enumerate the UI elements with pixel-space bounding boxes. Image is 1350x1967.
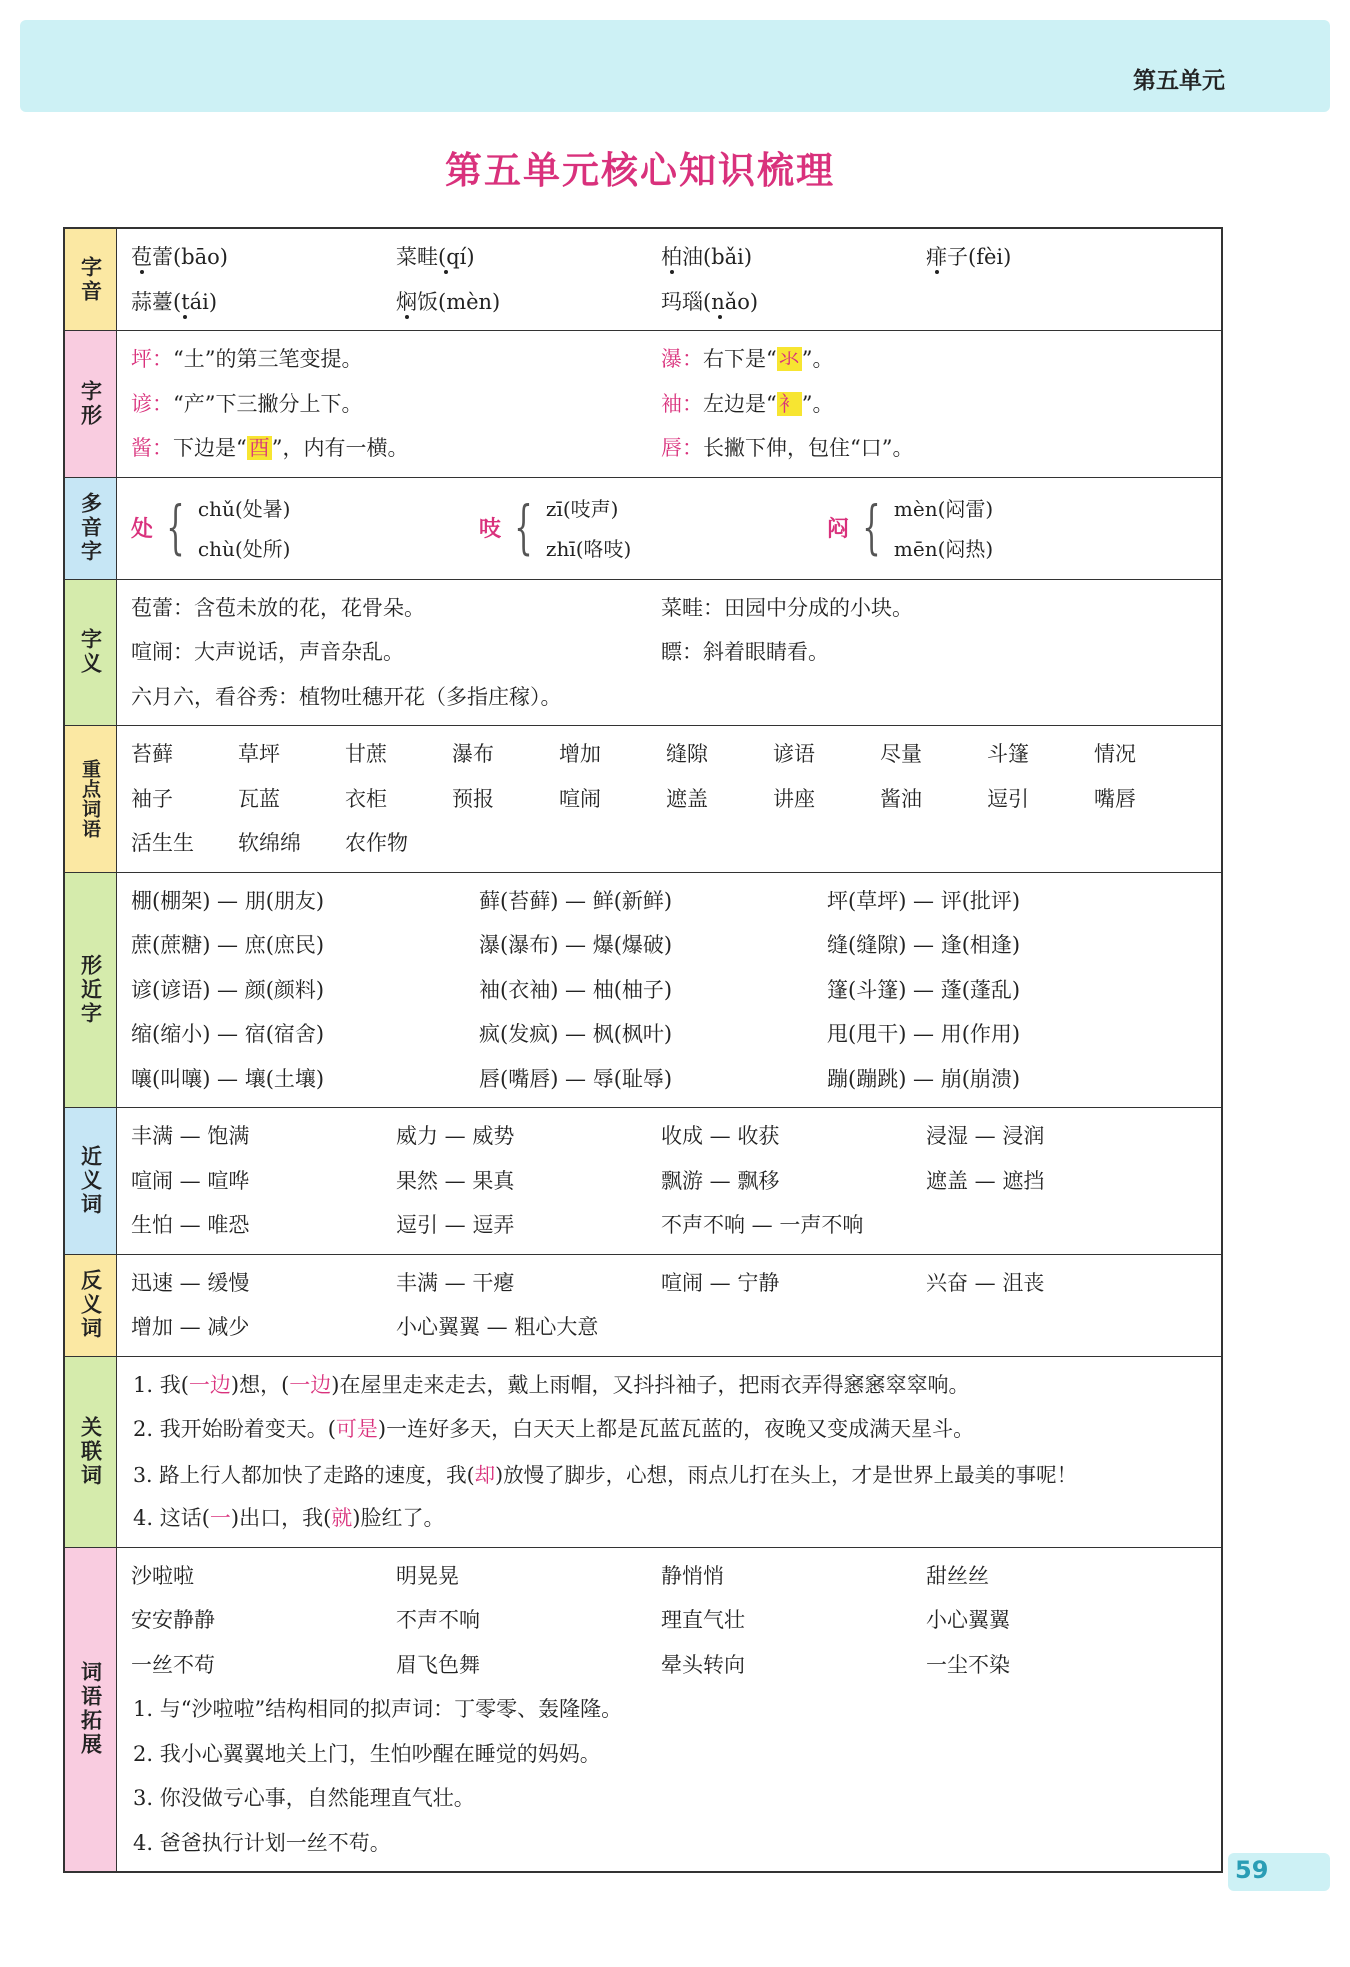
polyphone-item: 闷 { mèn(闷雷) mēn(闷热) — [827, 493, 994, 561]
extension-word: 一丝不苟 — [131, 1652, 215, 1677]
conjunction-sentence: 3. 路上行人都加快了走路的速度，我(却)放慢了脚步，心想，雨点儿打在头上，才是世界上最美的事呢！ — [133, 1462, 1078, 1487]
knowledge-table — [63, 227, 1223, 1873]
synonym-pair: 收成 — 收获 — [661, 1124, 780, 1149]
similar-pair: 嚷(叫嚷) — 壤(土壤) — [131, 1066, 325, 1091]
extension-word: 沙啦啦 — [131, 1563, 194, 1588]
section-similar-chars — [65, 873, 1221, 1109]
keyword: 讲座 — [773, 786, 815, 811]
keyword: 尽量 — [880, 742, 922, 767]
extension-word: 理直气壮 — [661, 1608, 745, 1633]
similar-pair: 瀑(瀑布) — 爆(爆破) — [479, 933, 673, 958]
extension-word: 甜丝丝 — [926, 1563, 989, 1588]
conjunction-sentence: 1. 我(一边)想，(一边)在屋里走来走去，戴上雨帽，又抖抖袖子，把雨衣弄得窸窸窣窣响。 — [133, 1372, 970, 1397]
section-label: 词语拓展 — [78, 1661, 103, 1758]
extension-word: 晕头转向 — [661, 1652, 745, 1677]
section-label: 字义 — [78, 628, 103, 677]
extension-sentence: 1. 与“沙啦啦”结构相同的拟声词：丁零零、轰隆隆。 — [133, 1697, 623, 1722]
antonym-pair: 丰满 — 干瘪 — [396, 1270, 515, 1295]
section-label: 反义词 — [78, 1269, 103, 1341]
keyword: 喧闹 — [559, 786, 601, 811]
keyword: 瓦蓝 — [238, 786, 280, 811]
extension-word: 一尘不染 — [926, 1652, 1010, 1677]
keyword: 袖子 — [131, 786, 173, 811]
keyword: 软绵绵 — [238, 831, 301, 856]
page-title: 第五单元核心知识梳理 — [445, 149, 835, 192]
conjunction-sentence: 2. 我开始盼着变天。(可是)一连好多天，白天天上都是瓦蓝瓦蓝的，夜晚又变成满天星斗。 — [133, 1417, 975, 1442]
shape-item: 唇：长撇下伸，包住“口”。 — [661, 436, 914, 461]
similar-pair: 缝(缝隙) — 逢(相逢) — [827, 933, 1021, 958]
synonym-pair: 丰满 — 饱满 — [131, 1124, 250, 1149]
conjunction-sentence: 4. 这话(一)出口，我(就)脸红了。 — [133, 1506, 445, 1531]
shape-item: 袖：左边是“衤”。 — [661, 391, 834, 416]
keyword: 谚语 — [773, 742, 815, 767]
synonym-pair: 遮盖 — 遮挡 — [926, 1168, 1045, 1193]
unit-label: 第五单元 — [1133, 68, 1225, 94]
similar-pair: 唇(嘴唇) — 辱(耻辱) — [479, 1066, 673, 1091]
keyword: 预报 — [452, 786, 494, 811]
similar-pair: 坪(草坪) — 评(批评) — [827, 888, 1021, 913]
section-pronunciation — [65, 229, 1221, 331]
similar-pair: 甩(甩干) — 用(作用) — [827, 1022, 1021, 1047]
extension-word: 小心翼翼 — [926, 1608, 1010, 1633]
antonym-pair: 迅速 — 缓慢 — [131, 1270, 250, 1295]
similar-pair: 蔗(蔗糖) — 庶(庶民) — [131, 933, 325, 958]
section-label: 形近字 — [78, 953, 103, 1026]
synonym-pair: 逗引 — 逗弄 — [396, 1213, 515, 1238]
synonym-pair: 喧闹 — 喧哗 — [131, 1168, 250, 1193]
section-label: 关联词 — [78, 1415, 103, 1488]
keyword: 草坪 — [238, 742, 280, 767]
section-label: 重点词语 — [79, 758, 101, 839]
synonym-pair: 浸湿 — 浸润 — [926, 1124, 1045, 1149]
synonym-pair: 生怕 — 唯恐 — [131, 1213, 250, 1238]
pron-item: 焖饭(mèn) — [396, 289, 501, 314]
keyword: 缝隙 — [666, 742, 708, 767]
keyword: 活生生 — [131, 831, 194, 856]
antonym-pair: 兴奋 — 沮丧 — [926, 1270, 1045, 1295]
keyword: 甘蔗 — [345, 742, 387, 767]
extension-sentence: 4. 爸爸执行计划一丝不苟。 — [133, 1830, 391, 1855]
section-conjunctions — [65, 1357, 1221, 1548]
meaning-item: 喧闹：大声说话，声音杂乱。 — [131, 640, 404, 665]
polyphone-item: 吱 { zī(吱声) zhī(咯吱) — [479, 493, 632, 561]
pron-item: 玛瑙(nǎo) — [661, 289, 759, 314]
brace-icon: { — [862, 493, 881, 561]
shape-item: 酱：下边是“酉”，内有一横。 — [131, 436, 409, 461]
shape-item: 坪：“土”的第三笔变提。 — [131, 347, 363, 372]
synonym-pair: 飘游 — 飘移 — [661, 1168, 780, 1193]
section-keywords — [65, 726, 1221, 873]
keyword: 增加 — [559, 742, 601, 767]
keyword: 斗篷 — [987, 742, 1029, 767]
keyword: 酱油 — [880, 786, 922, 811]
section-shape — [65, 331, 1221, 478]
keyword: 瀑布 — [452, 742, 494, 767]
brace-icon: { — [166, 493, 185, 561]
section-label: 多音字 — [78, 492, 103, 564]
similar-pair: 谚(谚语) — 颜(颜料) — [131, 977, 325, 1002]
antonym-pair: 喧闹 — 宁静 — [661, 1270, 780, 1295]
section-antonyms — [65, 1255, 1221, 1357]
brace-icon: { — [514, 493, 533, 561]
pron-item: 柏油(bǎi) — [661, 245, 753, 270]
section-label: 字形 — [78, 379, 103, 428]
extension-word: 不声不响 — [396, 1608, 480, 1633]
page-number: 59 — [1235, 1856, 1269, 1884]
similar-pair: 疯(发疯) — 枫(枫叶) — [479, 1022, 673, 1047]
section-meaning — [65, 580, 1221, 727]
similar-pair: 蹦(蹦跳) — 崩(崩溃) — [827, 1066, 1021, 1091]
keyword: 衣柜 — [345, 786, 387, 811]
keyword: 情况 — [1094, 742, 1136, 767]
extension-word: 安安静静 — [131, 1608, 215, 1633]
meaning-item: 苞蕾：含苞未放的花，花骨朵。 — [131, 595, 425, 620]
shape-item: 谚：“产”下三撇分上下。 — [131, 391, 363, 416]
shape-item: 瀑：右下是“氺”。 — [661, 347, 834, 372]
keyword: 苔藓 — [131, 742, 173, 767]
similar-pair: 缩(缩小) — 宿(宿舍) — [131, 1022, 325, 1047]
keyword: 遮盖 — [666, 786, 708, 811]
extension-sentence: 2. 我小心翼翼地关上门，生怕吵醒在睡觉的妈妈。 — [133, 1741, 601, 1766]
keyword: 逗引 — [987, 786, 1029, 811]
similar-pair: 篷(斗篷) — 蓬(蓬乱) — [827, 977, 1021, 1002]
synonym-pair: 不声不响 — 一声不响 — [661, 1213, 864, 1238]
polyphone-item: 处 { chǔ(处暑) chù(处所) — [131, 493, 291, 561]
extension-word: 明晃晃 — [396, 1563, 459, 1588]
meaning-item: 瞟：斜着眼睛看。 — [661, 640, 829, 665]
meaning-item: 菜畦：田园中分成的小块。 — [661, 595, 913, 620]
section-label: 字音 — [78, 255, 103, 304]
similar-pair: 袖(衣袖) — 柚(柚子) — [479, 977, 673, 1002]
section-extension — [65, 1548, 1221, 1872]
pron-item: 痱子(fèi) — [926, 245, 1012, 270]
synonym-pair: 果然 — 果真 — [396, 1168, 515, 1193]
antonym-pair: 增加 — 减少 — [131, 1315, 250, 1340]
similar-pair: 棚(棚架) — 朋(朋友) — [131, 888, 325, 913]
extension-word: 静悄悄 — [661, 1563, 724, 1588]
section-polyphone — [65, 478, 1221, 580]
similar-pair: 藓(苔藓) — 鲜(新鲜) — [479, 888, 673, 913]
section-label: 近义词 — [78, 1144, 103, 1217]
meaning-item: 六月六，看谷秀：植物吐穗开花（多指庄稼）。 — [131, 684, 562, 709]
antonym-pair: 小心翼翼 — 粗心大意 — [396, 1315, 599, 1340]
keyword: 农作物 — [345, 831, 408, 856]
keyword: 嘴唇 — [1094, 786, 1136, 811]
extension-word: 眉飞色舞 — [396, 1652, 480, 1677]
pron-item: 苞蕾(bāo) — [131, 245, 228, 270]
synonym-pair: 威力 — 威势 — [396, 1124, 515, 1149]
extension-sentence: 3. 你没做亏心事，自然能理直气壮。 — [133, 1786, 475, 1811]
section-synonyms — [65, 1108, 1221, 1255]
pron-item: 蒜薹(tái) — [131, 289, 218, 314]
pron-item: 菜畦(qí) — [396, 245, 475, 270]
